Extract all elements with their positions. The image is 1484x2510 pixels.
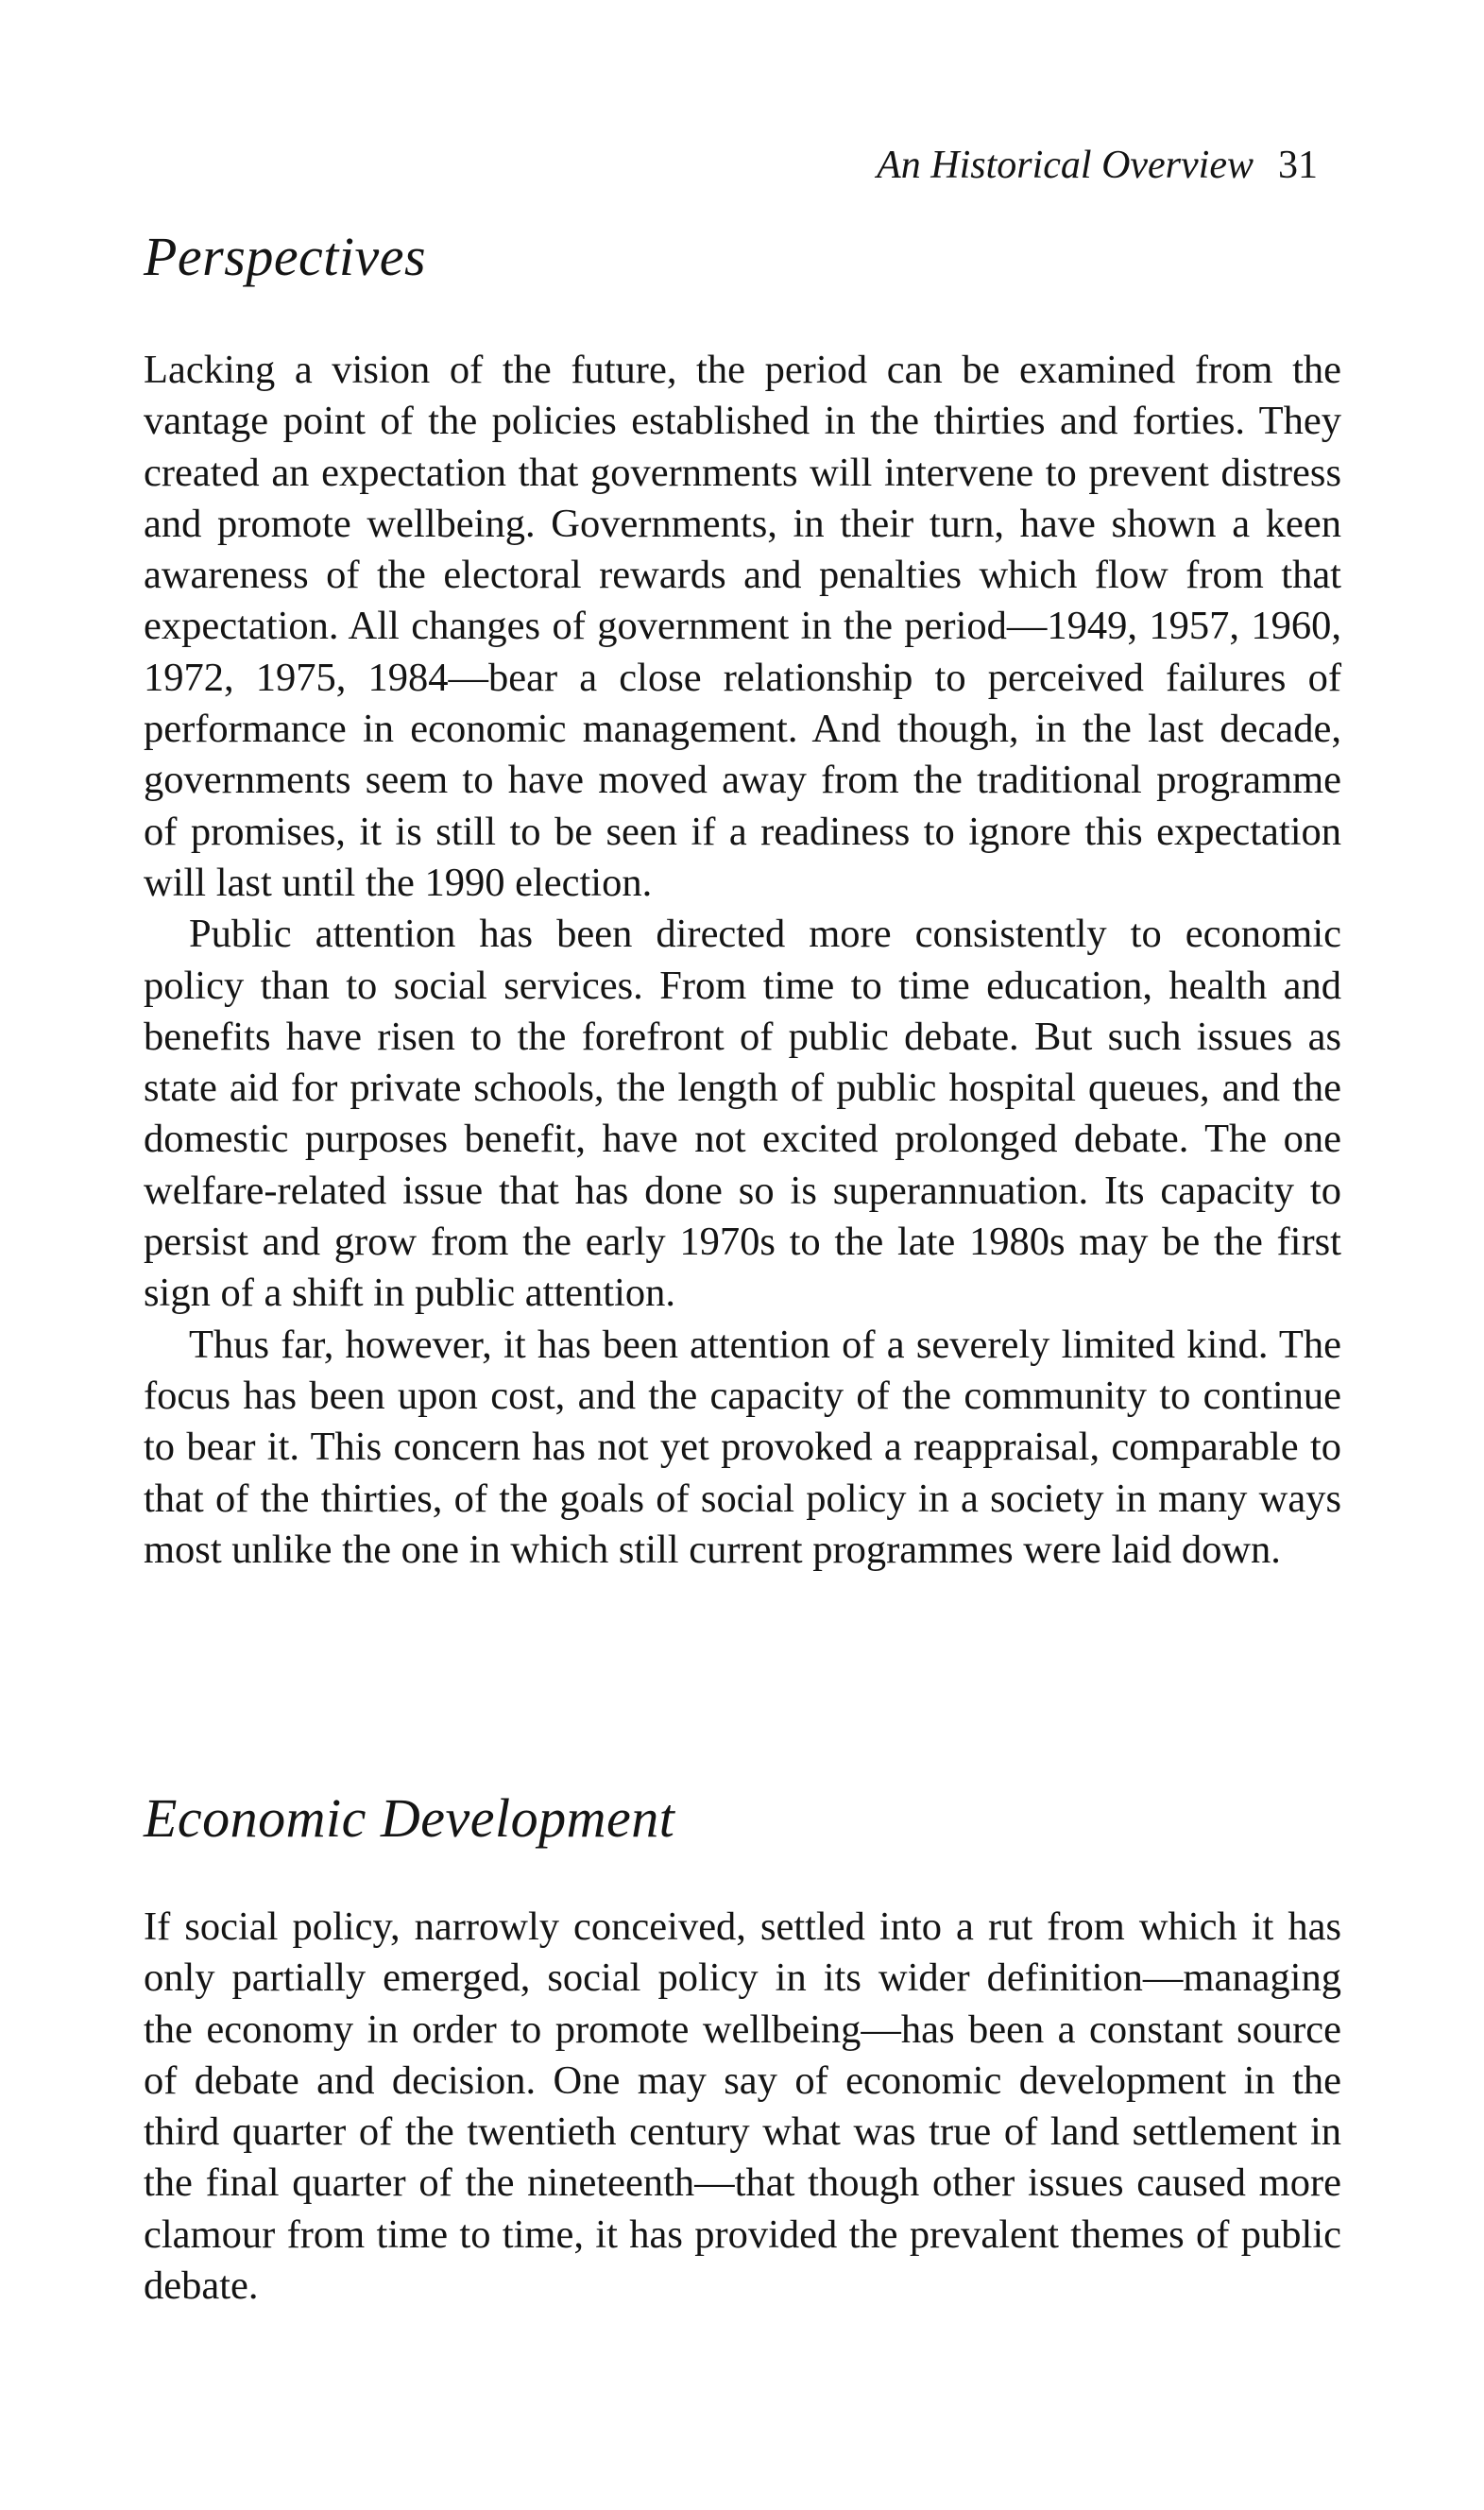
running-head [877,142,1318,189]
paragraph: Lacking a vision of the future, the period can be examined from the vantage point of the policies established in the thirties and forties. They created an expectation that governments will intervene to prevent distress and promote wellbeing. Governments, in their turn, have shown a keen awareness of the electoral rewards and penalties which flow from that expectation. All changes of government in the period—1949, 1957, 1960, 1972, 1975, 1984—bear a close relationship to perceived failures of performance in economic management. And though, in the last decade, governments seem to have moved away from the traditional programme of promises, it is still to be seen if a readiness to ignore this expectation will last until the 1990 election. [144,348,1341,905]
paragraph: If social policy, narrowly conceived, settled into a rut from which it has only partially emerged, social policy in its wider definition—managing the economy in order to promote wellbeing—has been a constant source of debate and decision. One may say of economic development in the third quarter of the twentieth century what was true of land settlement in the final quarter of the nineteenth—that though other issues caused more clamour from time to time, it has provided the prevalent themes of public debate. [144,1904,1341,2309]
section-body-perspectives [144,345,1341,1576]
paragraph: Thus far, however, it has been attention of a severely limited kind. The focus has been upon cost, and the capacity of the community to continue to bear it. This concern has not yet provoked a reappraisal, comparable to that of the thirties, of the goals of social policy in a society in many ways most unlike the one in which still current programmes were laid down. [144,1322,1341,1572]
section-heading-economic-development: Economic Development [144,1787,675,1849]
running-head-title: An Historical Overview [877,144,1254,187]
section-heading-perspectives: Perspectives [144,226,427,287]
section-body-economic-development [144,1902,1341,2312]
paragraph: Public attention has been directed more consistently to economic policy than to social services. From time to time education, health and benefits have risen to the forefront of public debate. But such issues as state aid for private schools, the length of public hospital queues, and the domestic purposes benefit, have not excited prolonged debate. The one welfare-related issue that has done so is superannuation. Its capacity to persist and grow from the early 1970s to the late 1980s may be the first sign of a shift in public attention. [144,912,1341,1316]
page-number: 31 [1278,144,1318,187]
